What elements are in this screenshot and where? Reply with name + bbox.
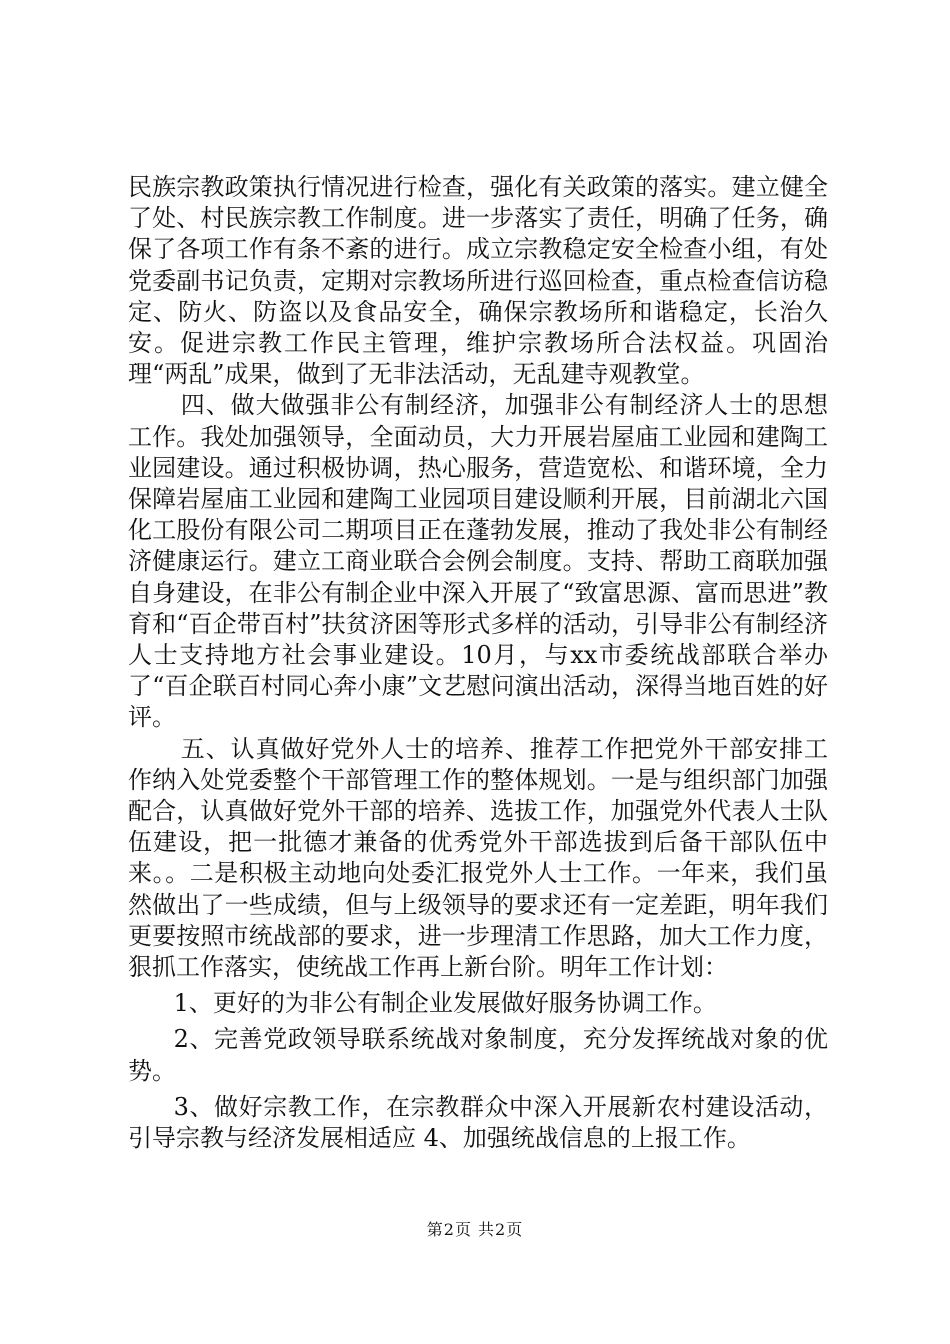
document-body [128, 172, 828, 1154]
paragraph-religion: 民族宗教政策执行情况进行检查，强化有关政策的落实。建立健全了处、村民族宗教工作制度。进一步落实了责任，明确了任务，确保了各项工作有条不紊的进行。成立宗教稳定安全检查小组，有处党委副书记负责，定期对宗教场所进行巡回检查，重点检查信访稳定、防火、防盗以及食品安全，确保宗教场所和谐稳定，长治久安。促进宗教工作民主管理，维护宗教场所合法权益。巩固治理“两乱”成果，做到了无非法活动，无乱建寺观教堂。 [128, 173, 828, 389]
plan-item-2: 2、完善党政领导联系统战对象制度，充分发挥统战对象的优势。 [128, 1025, 828, 1085]
plan-item-3: 3、做好宗教工作，在宗教群众中深入开展新农村建设活动，引导宗教与经济发展相适应 4、加强统战信息的上报工作。 [128, 1092, 828, 1153]
plan-item-1: 1、更好的为非公有制企业发展做好服务协调工作。 [173, 989, 717, 1018]
page-footer: 第2页 共2页 [426, 1220, 524, 1239]
paragraph-section-four: 四、做大做强非公有制经济，加强非公有制经济人士的思想工作。我处加强领导，全面动员，大力开展岩屋庙工业园和建陶工业园建设。通过积极协调，热心服务，营造宽松、和谐环境，全力保障岩屋庙工业园和建陶工业园项目建设顺利开展，目前湖北六国化工股份有限公司二期项目正在蓬勃发展，推动了我处非公有制经济健康运行。建立工商业联合会例会制度。支持、帮助工商联加强自身建设，在非公有制企业中深入开展了“致富思源、富而思进”教育和“百企带百村”扶贫济困等形式多样的活动，引导非公有制经济人士支持地方社会事业建设。10月，与xx市委统战部联合举办了“百企联百村同心奔小康”文艺慰问演出活动，深得当地百姓的好评。 [128, 391, 828, 732]
paragraph-section-five: 五、认真做好党外人士的培养、推荐工作把党外干部安排工作纳入处党委整个干部管理工作的整体规划。一是与组织部门加强配合，认真做好党外干部的培养、选拔工作，加强党外代表人士队伍建设，把一批德才兼备的优秀党外干部选拔到后备干部队伍中来。。二是积极主动地向处委汇报党外人士工作。一年来，我们虽然做出了一些成绩，但与上级领导的要求还有一定差距，明年我们更要按照市统战部的要求，进一步理清工作思路，加大工作力度，狠抓工作落实，使统战工作再上新台阶。明年工作计划： [128, 734, 828, 982]
